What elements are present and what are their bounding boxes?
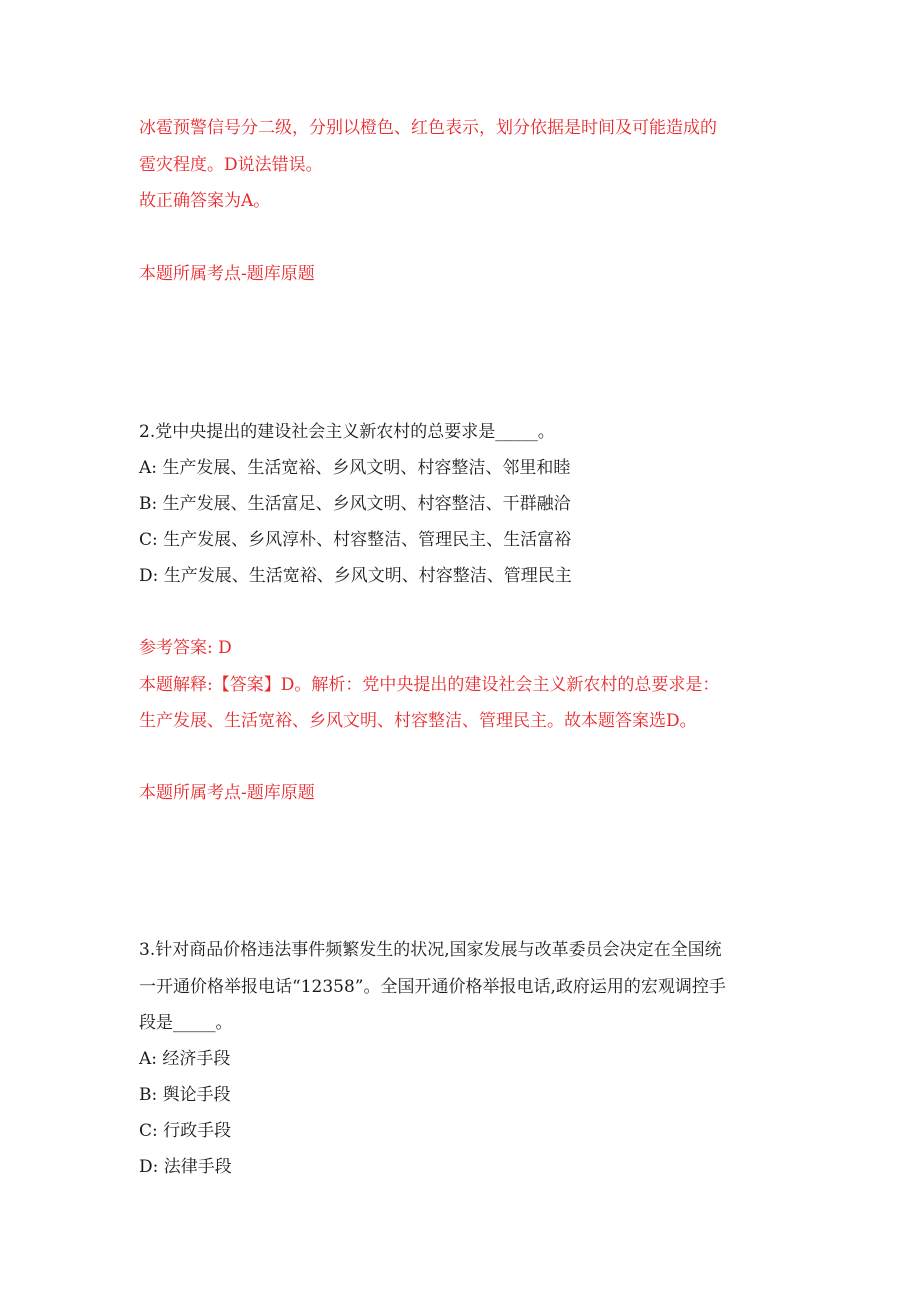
option-c: C: 行政手段: [139, 1121, 232, 1141]
explanation-text: 本题解释:【答案】D。解析：党中央提出的建设社会主义新农村的总要求是：: [139, 675, 720, 695]
explanation-text: 雹灾程度。D说法错误。: [139, 155, 323, 175]
source-note: 本题所属考点-题库原题: [139, 783, 315, 803]
answer-conclusion: 故正确答案为A。: [139, 191, 271, 211]
option-b: B: 舆论手段: [139, 1085, 231, 1105]
question-stem: 3.针对商品价格违法事件频繁发生的状况,国家发展与改革委员会决定在全国统: [139, 940, 722, 960]
reference-answer: 参考答案: D: [139, 638, 232, 658]
option-a: A: 经济手段: [139, 1049, 231, 1069]
option-c: C: 生产发展、乡风淳朴、村容整洁、管理民主、生活富裕: [139, 530, 572, 550]
question-stem: 段是_____。: [139, 1013, 233, 1033]
option-d: D: 生产发展、生活宽裕、乡风文明、村容整洁、管理民主: [139, 566, 572, 586]
explanation-text: 冰雹预警信号分二级，分别以橙色、红色表示，划分依据是时间及可能造成的: [139, 118, 717, 138]
option-b: B: 生产发展、生活富足、乡风文明、村容整洁、干群融洽: [139, 494, 571, 514]
option-a: A: 生产发展、生活宽裕、乡风文明、村容整洁、邻里和睦: [139, 458, 571, 478]
source-note: 本题所属考点-题库原题: [139, 264, 315, 284]
question-stem: 2.党中央提出的建设社会主义新农村的总要求是_____。: [139, 422, 555, 442]
option-d: D: 法律手段: [139, 1157, 232, 1177]
question-stem: 一开通价格举报电话“12358”。全国开通价格举报电话,政府运用的宏观调控手: [139, 977, 726, 997]
explanation-text: 生产发展、生活宽裕、乡风文明、村容整洁、管理民主。故本题答案选D。: [139, 711, 697, 731]
